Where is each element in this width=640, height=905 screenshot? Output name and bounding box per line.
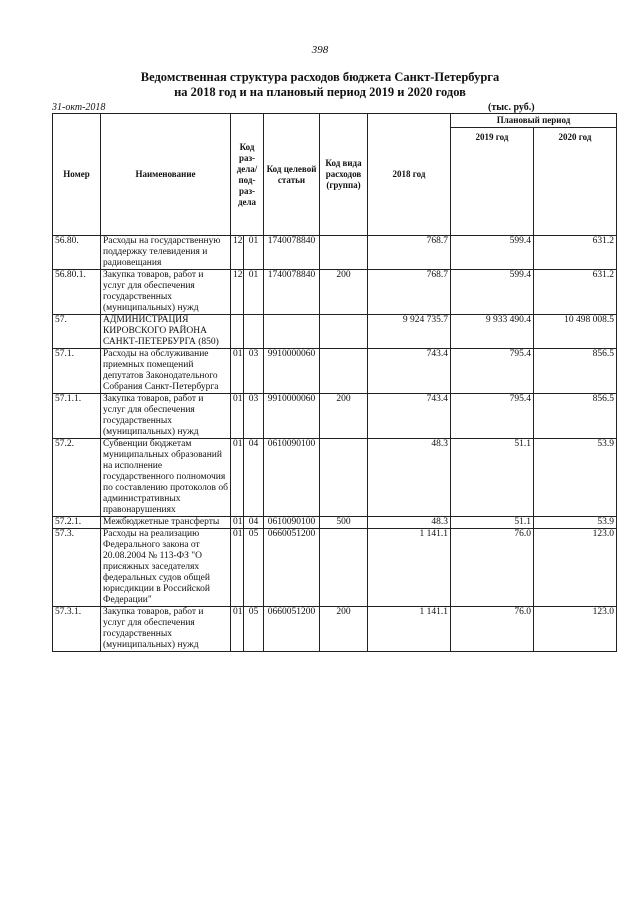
row-value-2018: 1 141.1 (368, 529, 451, 607)
page-number: 398 (311, 44, 329, 56)
header-number: Номер (53, 114, 101, 236)
row-value-2020: 856.5 (534, 394, 617, 439)
row-target-code: 0610090100 (264, 439, 320, 517)
header-name: Наименование (101, 114, 231, 236)
row-value-2019: 51.1 (451, 517, 534, 529)
row-value-2019: 795.4 (451, 349, 534, 394)
row-value-2020: 53.9 (534, 439, 617, 517)
row-number: 57.2. (53, 439, 101, 517)
row-expense-code: 200 (320, 270, 368, 315)
row-number: 57.3. (53, 529, 101, 607)
row-value-2018: 48.3 (368, 439, 451, 517)
row-number: 57.3.1. (53, 607, 101, 652)
row-section: 01 (231, 439, 244, 517)
row-target-code (264, 315, 320, 349)
row-name: Расходы на реализацию Федерального закона от 20.08.2004 № 113-ФЗ "О присяжных заседателях федеральных судов общей юрисдикции в Российской Федерации" (101, 529, 231, 607)
row-expense-code (320, 315, 368, 349)
row-value-2018: 743.4 (368, 349, 451, 394)
row-value-2019: 599.4 (451, 270, 534, 315)
header-2018: 2018 год (368, 114, 451, 236)
row-section: 12 (231, 236, 244, 270)
row-subsection: 01 (244, 270, 264, 315)
row-value-2018: 1 141.1 (368, 607, 451, 652)
header-target: Код целевой статьи (264, 114, 320, 236)
row-expense-code (320, 529, 368, 607)
row-number: 57.1. (53, 349, 101, 394)
row-section: 12 (231, 270, 244, 315)
header-planned-period: Плановый период (451, 114, 617, 128)
row-value-2019: 9 933 490.4 (451, 315, 534, 349)
table-row (53, 607, 617, 652)
row-name: Расходы на обслуживание приемных помещений депутатов Законодательного Собрания Санкт-Петербурга (101, 349, 231, 394)
row-subsection: 03 (244, 394, 264, 439)
row-section: 01 (231, 394, 244, 439)
budget-table (52, 113, 617, 652)
row-number: 57. (53, 315, 101, 349)
row-expense-code (320, 349, 368, 394)
row-value-2019: 599.4 (451, 236, 534, 270)
row-value-2020: 53.9 (534, 517, 617, 529)
document-date: 31-окт-2018 (52, 102, 106, 113)
table-row (53, 529, 617, 607)
row-target-code: 0610090100 (264, 517, 320, 529)
row-subsection: 05 (244, 529, 264, 607)
table-row (53, 349, 617, 394)
row-value-2018: 768.7 (368, 236, 451, 270)
row-section: 01 (231, 349, 244, 394)
row-expense-code (320, 439, 368, 517)
row-name: Закупка товаров, работ и услуг для обеспечения государственных (муниципальных) нужд (101, 394, 231, 439)
row-value-2019: 76.0 (451, 607, 534, 652)
row-name: АДМИНИСТРАЦИЯ КИРОВСКОГО РАЙОНА САНКТ-ПЕТЕРБУРГА (850) (101, 315, 231, 349)
title-line-2: на 2018 год и на плановый период 2019 и 2020 годов (174, 85, 466, 99)
row-name: Закупка товаров, работ и услуг для обеспечения государственных (муниципальных) нужд (101, 270, 231, 315)
row-name: Субвенции бюджетам муниципальных образований на исполнение государственного полномочия по составлению протоколов об административных правонарушениях (101, 439, 231, 517)
row-number: 57.2.1. (53, 517, 101, 529)
row-subsection: 05 (244, 607, 264, 652)
row-target-code: 0660051200 (264, 529, 320, 607)
row-section: 01 (231, 607, 244, 652)
row-subsection: 03 (244, 349, 264, 394)
table-row (53, 517, 617, 529)
row-value-2018: 48.3 (368, 517, 451, 529)
document-title (0, 70, 640, 100)
row-subsection: 04 (244, 517, 264, 529)
row-value-2019: 795.4 (451, 394, 534, 439)
row-value-2020: 123.0 (534, 607, 617, 652)
row-target-code: 1740078840 (264, 236, 320, 270)
row-target-code: 1740078840 (264, 270, 320, 315)
row-value-2020: 856.5 (534, 349, 617, 394)
table-row (53, 236, 617, 270)
row-target-code: 9910000060 (264, 394, 320, 439)
row-name: Закупка товаров, работ и услуг для обеспечения государственных (муниципальных) нужд (101, 607, 231, 652)
row-subsection: 01 (244, 236, 264, 270)
row-number: 56.80. (53, 236, 101, 270)
header-2020: 2020 год (534, 128, 617, 236)
row-expense-code: 200 (320, 394, 368, 439)
row-target-code: 0660051200 (264, 607, 320, 652)
row-expense-code: 500 (320, 517, 368, 529)
row-value-2019: 76.0 (451, 529, 534, 607)
row-expense-code: 200 (320, 607, 368, 652)
header-2019: 2019 год (451, 128, 534, 236)
row-name: Расходы на государственную поддержку телевидения и радиовещания (101, 236, 231, 270)
title-line-1: Ведомственная структура расходов бюджета Санкт-Петербурга (140, 70, 500, 84)
row-section: 01 (231, 517, 244, 529)
header-expense-type: Код вида расходов (группа) (320, 114, 368, 236)
table-row (53, 439, 617, 517)
row-value-2018: 9 924 735.7 (368, 315, 451, 349)
row-number: 56.80.1. (53, 270, 101, 315)
row-value-2020: 631.2 (534, 270, 617, 315)
row-section: 01 (231, 529, 244, 607)
units-label: (тыс. руб.) (488, 102, 535, 113)
row-value-2018: 743.4 (368, 394, 451, 439)
row-subsection: 04 (244, 439, 264, 517)
row-section (231, 315, 244, 349)
header-section: Код раз-дела/ под-раз-дела (231, 114, 264, 236)
table-row (53, 315, 617, 349)
row-value-2018: 768.7 (368, 270, 451, 315)
row-expense-code (320, 236, 368, 270)
row-target-code: 9910000060 (264, 349, 320, 394)
row-value-2020: 123.0 (534, 529, 617, 607)
row-value-2019: 51.1 (451, 439, 534, 517)
row-value-2020: 10 498 008.5 (534, 315, 617, 349)
row-value-2020: 631.2 (534, 236, 617, 270)
table-row (53, 394, 617, 439)
table-row (53, 270, 617, 315)
row-number: 57.1.1. (53, 394, 101, 439)
row-subsection (244, 315, 264, 349)
row-name: Межбюджетные трансферты (101, 517, 231, 529)
